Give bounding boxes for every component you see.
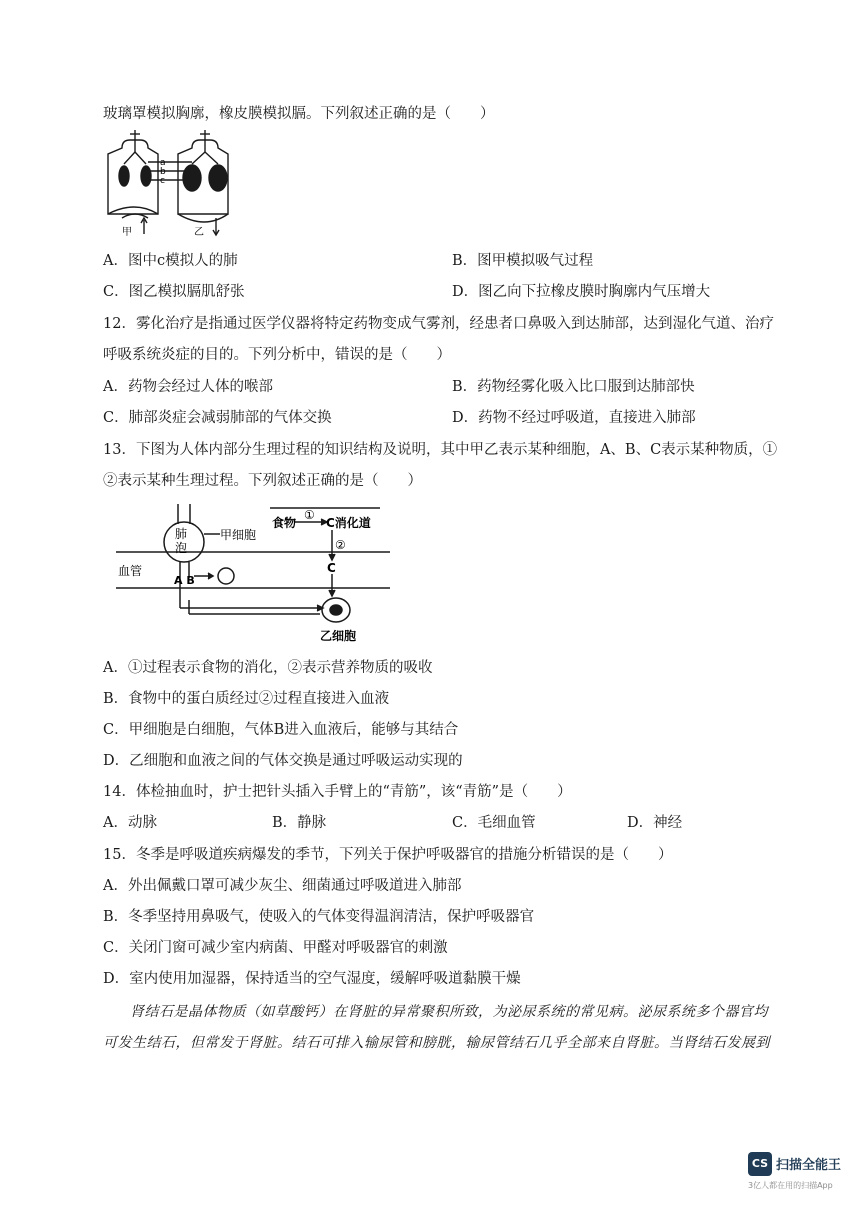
q12-option-a[interactable]: A．药物会经过人体的喉部 [103,379,273,395]
q14-option-c[interactable]: C．毛细血管 [452,815,536,831]
vessel-label: 血管 [118,564,143,578]
q13-stem-line-1: 13．下图为人体内部分生理过程的知识结构及说明，其中甲乙表示某种细胞，A、B、C表示某种物质，① [103,442,778,458]
q11-option-a[interactable]: A．图中c模拟人的肺 [103,253,238,269]
c-label: C [327,561,336,575]
q12-option-b[interactable]: B．药物经雾化吸入比口服到达肺部快 [452,379,695,395]
q14-option-d[interactable]: D．神经 [627,815,683,831]
q12-stem-line-2: 呼吸系统炎症的目的。下列分析中，错误的是（ ） [103,347,451,363]
passage-line-1: 肾结石是晶体物质（如草酸钙）在肾脏的异常聚积所致，为泌尿系统的常见病。泌尿系统多个器官均 [130,1004,768,1020]
q11-option-d[interactable]: D．图乙向下拉橡皮膜时胸廓内气压增大 [452,284,711,300]
q13-option-d[interactable]: D．乙细胞和血液之间的气体交换是通过呼吸运动实现的 [103,753,463,769]
q15-option-a[interactable]: A．外出佩戴口罩可减少灰尘、细菌通过呼吸道进入肺部 [103,878,462,894]
label-c: c [160,176,165,186]
alveolus-label-1: 肺 [175,527,188,541]
camscanner-logo-icon: CS [748,1152,772,1176]
passage-line-2: 可发生结石，但常发于肾脏。结石可排入输尿管和膀胱，输尿管结石几乎全部来自肾脏。当肾结石发展到 [103,1035,770,1051]
q13-option-c[interactable]: C．甲细胞是白细胞，气体B进入血液后，能够与其结合 [103,722,459,738]
q12-option-c[interactable]: C．肺部炎症会减弱肺部的气体交换 [103,410,332,426]
q14-stem: 14．体检抽血时，护士把针头插入手臂上的“青筋”，该“青筋”是（ ） [103,784,572,800]
q13-option-a[interactable]: A．①过程表示食物的消化，②表示营养物质的吸收 [103,660,433,676]
label-b: b [160,167,166,177]
digestive-label: C消化道 [326,516,371,530]
step-1-label: ① [304,508,315,522]
cell-yi-label: 乙细胞 [320,629,357,643]
label-jia: 甲 [122,227,132,238]
q13-stem-line-2: ②表示某种生理过程。下列叙述正确的是（ ） [103,473,422,489]
food-label: 食物 [272,516,297,530]
q15-option-c[interactable]: C．关闭门窗可减少室内病菌、甲醛对呼吸器官的刺激 [103,940,448,956]
bell-jar-figure [100,130,240,238]
alveolus-label-2: 泡 [175,541,188,555]
watermark-name: 扫描全能王 [776,1158,842,1173]
q12-option-d[interactable]: D．药物不经过呼吸道，直接进入肺部 [452,410,696,426]
ab-label: A B [174,574,195,587]
q15-stem: 15．冬季是呼吸道疾病爆发的季节，下列关于保护呼吸器官的措施分析错误的是（ ） [103,847,673,863]
physiology-diagram [112,500,394,650]
q14-option-b[interactable]: B．静脉 [272,815,327,831]
q15-option-d[interactable]: D．室内使用加湿器，保持适当的空气湿度，缓解呼吸道黏膜干燥 [103,971,521,987]
q12-stem-line-1: 12．雾化治疗是指通过医学仪器将特定药物变成气雾剂，经患者口鼻吸入到达肺部，达到湿化气道、治疗 [103,316,774,332]
label-a: a [160,158,166,168]
q13-option-b[interactable]: B．食物中的蛋白质经过②过程直接进入血液 [103,691,390,707]
q15-option-b[interactable]: B．冬季坚持用鼻吸气，使吸入的气体变得温润清洁，保护呼吸器官 [103,909,535,925]
q11-option-b[interactable]: B．图甲模拟吸气过程 [452,253,594,269]
q11-option-c[interactable]: C．图乙模拟膈肌舒张 [103,284,245,300]
watermark-subtitle: 3亿人都在用的扫描App [748,1181,833,1190]
step-2-label: ② [335,538,346,552]
scanner-watermark [748,1150,860,1210]
q11-stem: 玻璃罩模拟胸廓，橡皮膜模拟膈。下列叙述正确的是（ ） [103,106,495,122]
cell-jia-label: 甲细胞 [220,528,257,542]
label-yi: 乙 [194,227,204,238]
q14-option-a[interactable]: A．动脉 [103,815,157,831]
